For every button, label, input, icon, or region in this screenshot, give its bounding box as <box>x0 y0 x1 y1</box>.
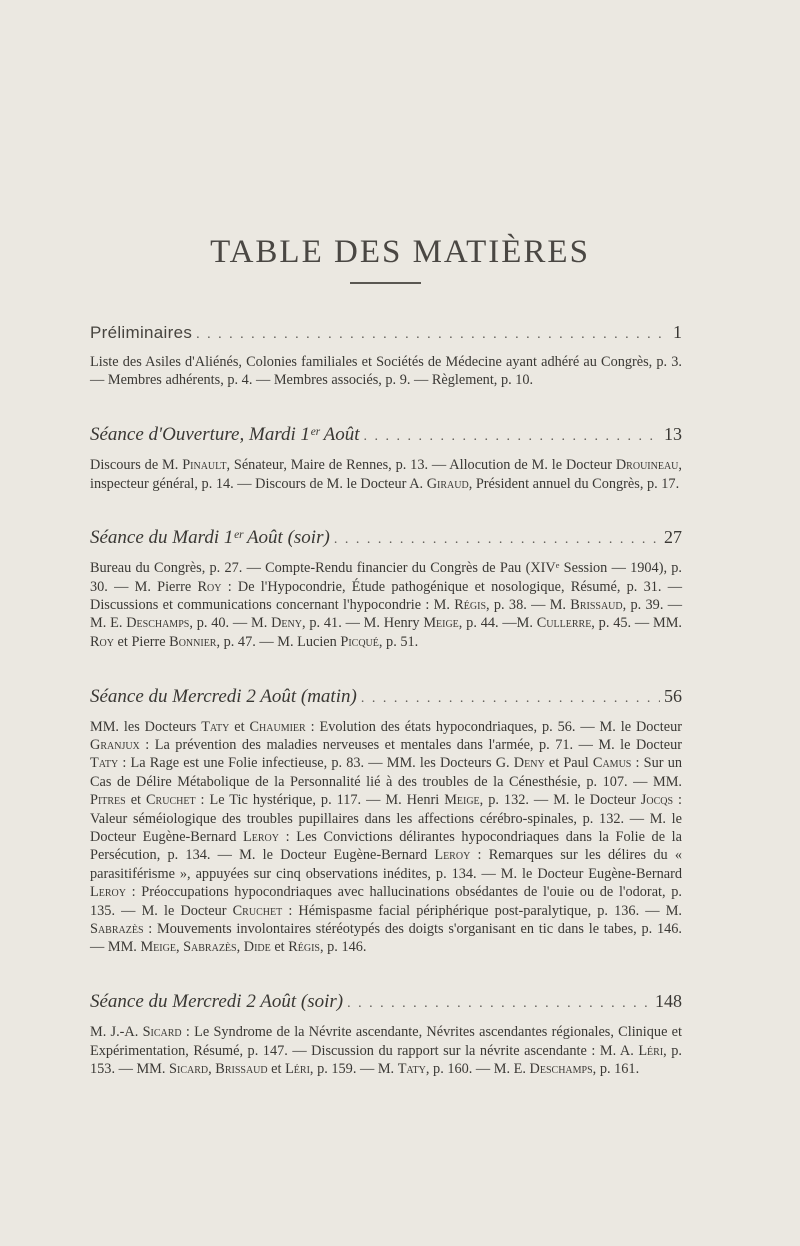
author-name: Dide <box>243 939 271 956</box>
entry-text: et <box>125 792 147 809</box>
author-name: Deny <box>271 615 302 632</box>
entry-text: , <box>175 939 184 956</box>
entry-text: , p. 161. <box>592 1060 640 1077</box>
entry-text: , p. 45. — MM. <box>591 615 682 632</box>
entry-text: : Le Tic hystérique, p. 117. — M. Henri <box>195 792 445 809</box>
author-name: Deschamps <box>126 615 190 632</box>
entry-text: : Le Syndrome de la Névrite ascendante, Névrites ascendantes régionales, Clinique et Expérimentation, Résumé, p. 147. — Discussion du rapport sur la névrite ascendante : M. A. <box>90 1024 682 1059</box>
author-name: Pinault <box>182 457 227 474</box>
author-name: Picqué <box>340 633 379 650</box>
toc-heading-label: Séance du Mardi 1ᵉʳ Août (soir) <box>90 527 330 549</box>
table-of-contents <box>90 322 682 1093</box>
entry-text: : Remarques sur les délires du « parasitiférisme », appuyées sur cinq observations inédites, p. 134. — M. le Docteur Eugène-Bernard <box>90 847 682 882</box>
author-name: Jocqs <box>640 792 674 809</box>
author-name: Roy <box>90 633 114 650</box>
toc-heading-label: Préliminaires <box>90 323 193 342</box>
entry-text: , p. 44. —M. <box>458 615 537 632</box>
entry-text: : Mouvements involontaires stéréotypés des doigts s'organisant en tic dans le tabes, p. 146. — MM. <box>90 921 682 956</box>
entry-text: : Evolution des états hypocondriaques, p. 56. — M. le Docteur <box>305 718 682 735</box>
author-name: Deny <box>513 755 545 772</box>
toc-entry-text <box>90 1023 682 1078</box>
dot-leader <box>361 691 660 707</box>
toc-entry-text <box>90 718 682 957</box>
toc-page-number: 148 <box>655 991 682 1012</box>
author-name: Léri <box>638 1042 664 1059</box>
author-name: Cullerre <box>536 615 592 632</box>
author-name: Brissaud <box>570 597 623 614</box>
entry-text: , p. 51. <box>378 633 419 650</box>
entry-text: et <box>267 1060 286 1077</box>
entry-text: , <box>236 939 244 956</box>
author-name: Régis <box>288 939 320 956</box>
author-name: Camus <box>592 755 632 772</box>
entry-text: : Sur un Cas de Délire Métabolique de la Personnalité lié à des troubles de la Cénesthésie, p. 107. — MM. <box>90 755 682 790</box>
author-name: Brissaud <box>215 1060 268 1077</box>
toc-heading-preliminaires <box>90 322 682 343</box>
author-name: Meige <box>140 939 176 956</box>
toc-page-number: 13 <box>664 424 682 445</box>
author-name: Leroy <box>434 847 471 864</box>
toc-heading-label: Séance du Mercredi 2 Août (soir) <box>90 991 344 1013</box>
author-name: Granjux <box>90 736 140 753</box>
entry-text: , p. 38. — M. <box>486 597 571 614</box>
author-name: Taty <box>90 755 119 772</box>
author-name: Sabrazès <box>90 921 144 938</box>
page-title: TABLE DES MATIÈRES <box>210 234 590 271</box>
author-name: Meige <box>423 615 459 632</box>
entry-text: : Valeur séméiologique des troubles pupillaires dans les affections cérébro-spinales, p. 132. — M. le Docteur Eugène-Bernard <box>90 792 682 845</box>
entry-text: Bureau du Congrès, p. 27. — Compte-Rendu financier du Congrès de Pau (XIVᵉ Session — 1904), p. 30. — M. Pierre <box>90 560 682 595</box>
entry-text: Liste des Asiles d'Aliénés, Colonies familiales et Sociétés de Médecine ayant adhéré au Congrès, p. 3. — Membres adhérents, p. 4. — Membres associés, p. 9. — Règlement, p. 10. <box>90 354 682 389</box>
dot-leader <box>347 996 651 1012</box>
author-name: Giraud <box>426 475 469 492</box>
author-name: Sabrazès <box>183 939 237 956</box>
entry-text: et <box>270 939 289 956</box>
entry-text: : La Rage est une Folie infectieuse, p. 83. — MM. les Docteurs G. <box>118 755 514 772</box>
entry-text: et <box>229 718 250 735</box>
entry-text: MM. les Docteurs <box>90 718 202 735</box>
entry-text: , p. 159. — M. <box>309 1060 398 1077</box>
author-name: Léri <box>285 1060 310 1077</box>
author-name: Meige <box>444 792 480 809</box>
entry-text: et Pierre <box>113 633 170 650</box>
entry-text: Discours de M. <box>90 457 183 474</box>
author-name: Cruchet <box>232 902 283 919</box>
entry-text: , Président annuel du Congrès, p. 17. <box>468 475 680 492</box>
author-name: Roy <box>197 578 222 595</box>
dot-leader <box>196 327 669 343</box>
author-name: Leroy <box>243 828 279 845</box>
author-name: Sicard <box>169 1060 209 1077</box>
entry-text: , p. 160. — M. E. <box>425 1060 530 1077</box>
author-name: Bonnier <box>169 633 217 650</box>
author-name: Taty <box>397 1060 426 1077</box>
toc-entry-text <box>90 559 682 651</box>
toc-heading-label: Séance d'Ouverture, Mardi 1ᵉʳ Août <box>90 424 360 446</box>
toc-entry-text <box>90 456 682 493</box>
toc-heading-seance-mercredi-soir <box>90 991 682 1013</box>
entry-text: : De l'Hypocondrie, Étude pathogénique et nosologique, Résumé, p. 31. — Discussions et communications concernant l'hypocondrie : M. <box>90 578 682 614</box>
entry-text: , p. 39. — M. E. <box>90 597 683 632</box>
entry-text: , p. 153. — MM. <box>90 1042 682 1077</box>
dot-leader <box>364 429 660 445</box>
toc-heading-seance-mardi-soir <box>90 527 682 549</box>
author-name: Sicard <box>142 1024 182 1041</box>
entry-text: M. J.-A. <box>90 1024 143 1041</box>
entry-text: : Préoccupations hypocondriaques avec hallucinations obsédantes de l'ouie ou de l'odorat, p. 135. — M. le Docteur <box>90 884 682 919</box>
author-name: Taty <box>201 718 230 735</box>
toc-page-number: 27 <box>664 527 682 548</box>
entry-text: , <box>208 1060 216 1077</box>
author-name: Pitres <box>90 792 126 809</box>
entry-text: , p. 41. — M. Henry <box>302 615 424 632</box>
entry-text: , p. 47. — M. Lucien <box>216 633 341 650</box>
entry-text: : Les Convictions délirantes hypocondriaques dans la Folie de la Persécution, p. 134. — M. le Docteur Eugène-Bernard <box>90 828 682 864</box>
author-name: Drouineau <box>615 457 679 474</box>
author-name: Leroy <box>90 884 126 901</box>
entry-text: et Paul <box>544 755 593 772</box>
entry-text: , Sénateur, Maire de Rennes, p. 13. — Allocution de M. le Docteur <box>226 457 616 474</box>
author-name: Deschamps <box>529 1060 593 1077</box>
entry-text: , p. 40. — M. <box>189 615 272 632</box>
title-rule <box>350 282 421 284</box>
entry-text: : Hémispasme facial périphérique post-paralytique, p. 136. — M. <box>282 902 683 919</box>
toc-page-number: 1 <box>673 322 682 342</box>
toc-entry-text <box>90 353 682 390</box>
entry-text: : La prévention des maladies nerveuses et mentales dans l'armée, p. 71. — M. le Docteur <box>139 736 682 753</box>
author-name: Cruchet <box>146 792 196 809</box>
toc-heading-label: Séance du Mercredi 2 Août (matin) <box>90 685 357 707</box>
toc-heading-seance-ouverture <box>90 424 682 446</box>
entry-text: , inspecteur général, p. 14. — Discours de M. le Docteur A. <box>90 457 682 492</box>
toc-page-number: 56 <box>664 685 682 706</box>
entry-text: , p. 132. — M. le Docteur <box>479 792 641 809</box>
author-name: Chaumier <box>249 718 306 735</box>
dot-leader <box>334 532 660 548</box>
toc-heading-seance-mercredi-matin <box>90 686 682 708</box>
author-name: Régis <box>454 597 487 614</box>
entry-text: , p. 146. <box>320 939 367 956</box>
